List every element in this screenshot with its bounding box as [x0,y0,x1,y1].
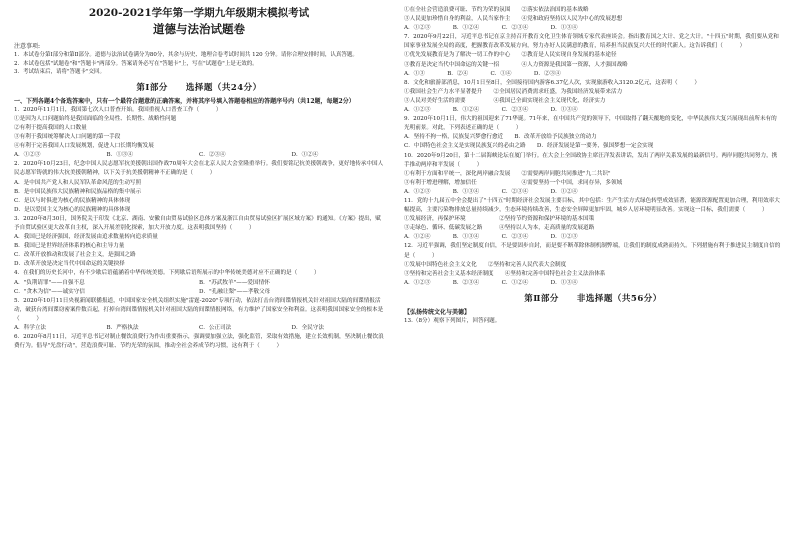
answer-choice: C．公正司法 [199,325,232,332]
question-2-stem: 2．2020年10月23日，纪念中国人民志愿军抗美援朝出国作战70周年大会在北京人民大会堂隆重举行。我们要铭记抗美援朝战争，更好地传承中国人民志愿军铸就的伟大抗美援朝精神，以下关于抗美援朝精神不正确的是（ ） [14,161,384,177]
exam-subtitle: 道德与法治试题卷 [153,22,245,36]
question-11-stem: 11．党的十九届五中全会提出了"十四五"时期经济社会发展主要目标，其中包括：生产生活方式绿色转型成效显著，能源资源配置更加合理，利用效率大幅提高，主要污染物排放总量持续减少，生态环境持续改善，生态安全屏障更加牢固，城乡人居环境明显改善。实现这一目标，我们需要（ ） [404,197,780,214]
question-4-answers-row [14,288,384,297]
question-8-answers: A．①②③ B．①②④ C．②③④ D．①③④ [404,107,578,114]
left-column [14,6,384,351]
question-1-option: ②有利于提高我国的人口数量 [14,124,87,131]
right-column [404,6,782,326]
note-item: 2．本试卷包括"试题卷"和"答题卡"两部分。答案请务必写在"答题卡"上，写在"试题卷"上是无效的。 [14,60,258,67]
question-2-option: B．是中国民族伟大民族精神和民族品格的集中展示 [14,188,142,195]
notes-heading: 注意事项: [14,43,41,50]
question-3-option: A．我国已是经济强国，经济发展由追求数量转向追求质量 [14,234,158,241]
answer-choice: A．科学立法 [14,325,47,332]
question-3-option: D．改革开放是决定当代中国命运的关键抉择 [14,261,125,268]
part2-title: 第Ⅱ部分 非选择题（共56分） [524,293,662,304]
question-2-option: D．是以爱国主义为核心的民族精神的具体体现 [14,206,131,213]
question-1-option: ③有利于我国统筹解决人口问题的第一手段 [14,134,121,141]
question-3-option: B．我国已是世界经济体系的核心和主导力量 [14,243,125,250]
question-7-option: ①优先发展教育是为了解决一切工作的中心 ②教育是人民实现自身发展的基本途径 [404,52,617,59]
question-9-option: A．坚持不拘一格，民族复兴梦愈行愈近 B．改革开放给予民族独立的动力 [404,134,597,141]
question-7-answers: A．①③ B．②④ C．①④ D．②③④ [404,70,561,77]
question-10-option: ③有利于增进理解，增加信任 ④需要坚持一个中国，求同存异，多领域 [404,179,623,186]
question-12-option: ①发展中国特色社会主义文化 ②坚持和完善人民代表大会制度 [404,261,567,268]
question-7-stem: 7．2020年9月22日，习近平总书记在京主持召开教育文化卫生体育领域专家代表座谈会。指出教育国之大计、党之大计。"十四五"时期，我们要从党和国家事业发展全局的高度，把握教育改革发展方向，努力办好人民满意的教育，培养担当民族复兴大任的时代新人。这告诉我们（ ） [404,34,779,50]
question-3-option: C．改革开放推动和发展了社会主义，是强国之路 [14,252,136,259]
answer-choice: D．①②④ [291,152,319,159]
note-item: 1．本试卷分第Ⅰ部分和第Ⅱ部分。道德与法治试卷满分为80分，其余与历史、地理合卷考试时间共 120 分钟。请你合理安排时间，认真答题。 [14,52,358,58]
question-11-answers: A．①②④ B．①③④ C．②③④ D．①②③ [404,234,578,241]
question-1-option: ①是因为人口问题始终是我国面临的全局性、长期性、战略性问题 [14,115,177,122]
part1-title: 第Ⅰ部分 选择题（共24分） [136,82,262,93]
answer-choice: D．"孔融让梨"——孝敬父母 [199,288,271,295]
part1-instruction: 一、下列各题4个备选答案中，只有一个最符合题意的正确答案，并将其序号填入答题卷相应的答题序号内（共12题，每题2分） [14,97,355,105]
question-4-answers-row [14,279,384,288]
question-8-option: ①我国社会生产力水平显著提升 ②全国居民消费需求旺盛，为我国经济发展带来活力 [404,88,623,95]
question-8-stem: 8．文化和旅游部消息，10月1日至8日，全国接待国内游客6.37亿人次，实现旅游收入3120.2亿元，这表明（ ） [404,79,700,86]
question-10-answers: A．①②③ B．①③④ C．②③④ D．①②④ [404,188,578,195]
question-12-answers: A．①②③ B．②③④ C．①②④ D．①③④ [404,279,578,286]
question-9-option: C．中国特色社会主义是实现民族复兴的必由之路 D．经济发展是第一要务，强国梦想一定会实现 [404,143,654,150]
question-6-answers: A．①②③ B．①②④ C．②③④ D．①③④ [404,25,578,32]
answer-choice: B．"苏武牧羊"——爱国情怀 [199,279,270,286]
note-item: 3．考试结束后，请将"答题卡"交回。 [14,69,106,75]
answer-choice: A．①②③ [14,152,41,159]
question-10-stem: 10．2020年9月20日，第十二届海峡论坛在厦门举行。在大会上全国政协主席汪洋发表讲话，发出了两岸关系发展的最新信号。两岸同胞共同努力，携手推动两岸和平发展（ ） [404,152,778,168]
question-12-stem: 12．习近平强调，我们坚定制度自信，不是要固步自封，而是要不断革除体制机制弊端，让我们的制度成熟而持久。下列措施有利于推进民主制度自信的是（ ） [404,243,781,259]
question-12-option: ③坚持和完善社会主义基本经济制度 ④坚持和完善中国特色社会主义法治体系 [404,270,606,277]
question-8-option: ③人民对美好生活的需要 ④我国已全面实现社会主义现代化，经济实力 [404,97,606,104]
answer-choice: B．①③④ [106,152,133,159]
answer-choice: C．"贪木为信"——诚实守信 [14,288,85,295]
question-1-option: ④有利于完善我国人口发展规划，促进人口长期均衡发展 [14,143,154,150]
question-5-stem: 5．2020年10月11日央视新闻联播报道，中国国家安全机关组织实施"雷霆-2020"专项行动，依法打击台湾间谍情报机关针对祖国大陆的间谍情报活动，破获台湾间谍窃密案件数百起，打掉台湾间谍情报机关针对祖国大陆的间谍情报网络，有力维护了国家安全和利益。这表明我国国家安全的根本是（ ） [14,297,384,322]
question-4-stem: 4．在我们的历史长河中，有不少歇后语蕴涵着中华传统美德。下列歇后语所展示的中华传统美德对应不正确的是（ ） [14,270,320,277]
exam-title: 2020-2021学年第一学期九年级期末模拟考试 [88,7,310,19]
question-11-option: ③走绿色、循环、低碳发展之路 ④坚持以人为本，走高质量的发展道路 [404,225,595,232]
answer-choice: B．严格执法 [106,325,139,332]
question-3-stem: 3．2020年8月30日，国务院关于印发《北京、湖南、安徽自由贸易试验区总体方案及浙江自由贸易试验区扩展区域方案》的通知。《方案》提出，赋予自贸试验区更大改革自主权，深入开展差别化探索，加大开放力度。这表明我国坚持（ ） [14,215,381,232]
question-6-option-line: ①在全社会营造浪费可耻、节约为荣的氛围 ②落实依法治国的基本战略 [404,7,589,13]
question-10-option: ①有利于方面和平统一，深化两岸融合发展 ②需要两岸同胞共同推进"九二共识" [404,170,611,177]
answer-choice: A．"负荆请罪"——自强不息 [14,279,85,286]
question-13-stem: 13.（8分）观察下列图片，回答问题。 [404,317,501,324]
question-6-option-line: ③人民更加珍惜自身的利益，人民当家作主 ④党和政府坚持以人民为中心的发展思想 [404,16,623,23]
question-2-option: C．是以与时俱进为核心的民族精神的具体体现 [14,197,131,204]
section-heading: 【弘扬传统文化与美德】 [404,308,471,316]
answer-choice: D．全民守法 [291,325,324,332]
question-1-answers [14,151,384,160]
question-1-stem: 1．2020年11月1日，我国第七次人口普查开始。我国重视人口普查工作（ ） [14,106,222,113]
question-6-stem: 6．2020年8月11日，习近平总书记对制止餐饮浪费行为作出重要指示，强调要加强立法，强化监管，采取有效措施，建立长效机制，坚决制止餐饮浪费行为。倡导"光盘行动"，营造浪费可耻、节约光荣的氛围，推动全社会养成节约习惯，这有利于（ ） [14,334,384,350]
answer-choice: C．②③④ [199,152,226,159]
question-2-option: A．是中国共产党人和人民军队革命风范的生动写照 [14,179,142,186]
question-5-answers [14,324,384,333]
question-9-stem: 9．2020年10月1日，伟大的祖国迎来了71华诞。71年来，在中国共产党的领导下，中国取得了翻天覆地的变化，中华民族伟大复兴展现出前所未有的光明前景。对此，下列表述正确的是（ ） [404,116,777,132]
question-7-option: ③教育是决定当代中国命运的关键一招 ④人力资源是我国第一资源，人才强国战略 [404,61,628,68]
question-11-option: ①发展经济，再保护环境 ②坚持节约资源和保护环境的基本国策 [404,216,595,223]
